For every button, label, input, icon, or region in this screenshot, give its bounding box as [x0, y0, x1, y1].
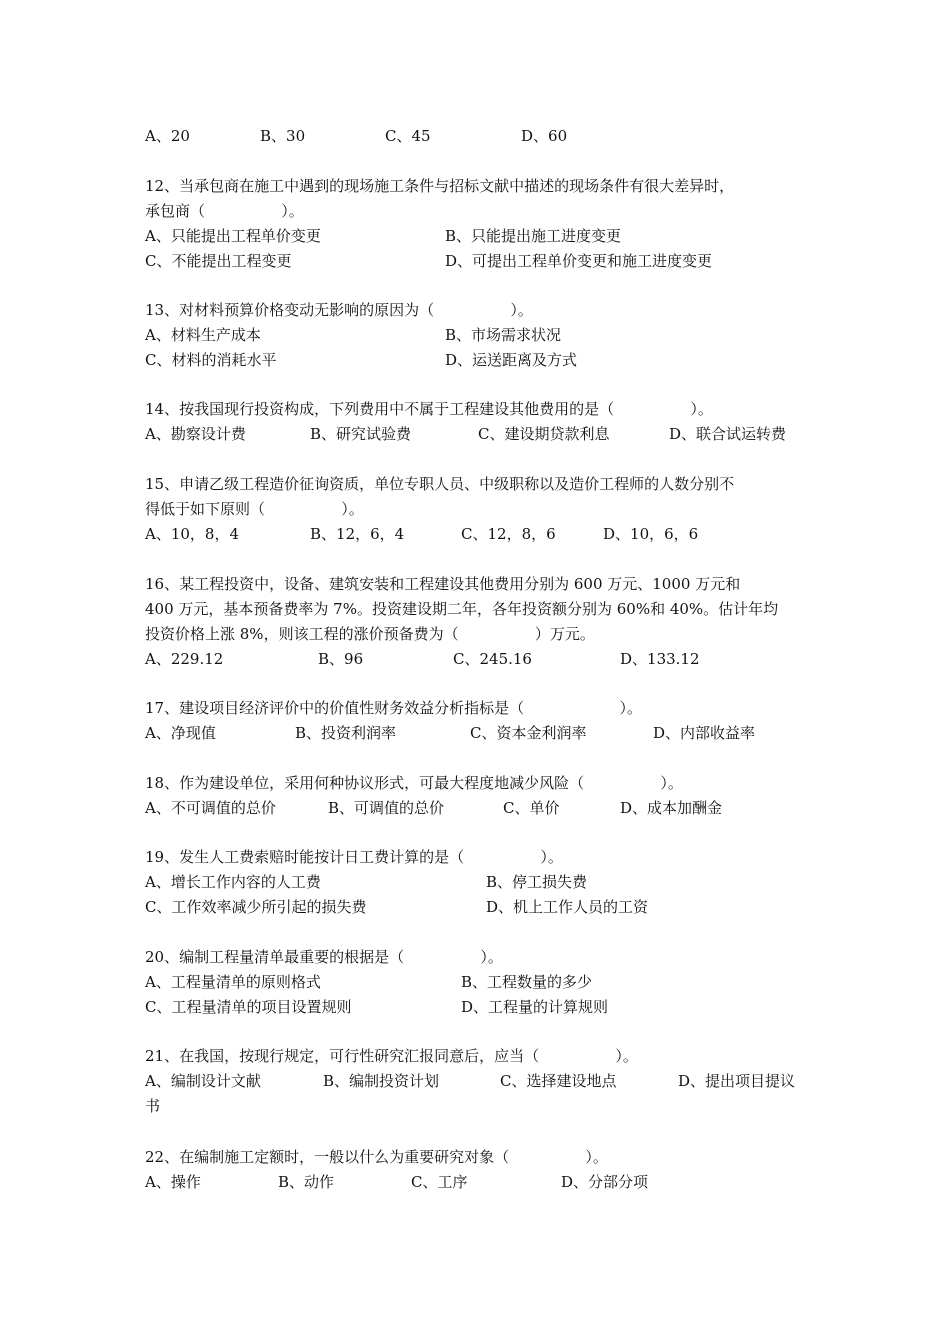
q18-option-b: B、可调值的总价	[328, 799, 445, 817]
q15-option-c: C、12，8，6	[461, 525, 556, 543]
q14-options	[145, 422, 825, 447]
q21-stem-line-1: 21、在我国，按现行规定，可行性研究汇报同意后，应当（ ）。	[145, 1047, 638, 1065]
q15-option-d: D、10，6，6	[603, 525, 699, 543]
q19-option-c: C、工作效率减少所引起的损失费	[145, 898, 367, 916]
q18-options	[145, 796, 825, 821]
q18-option-a: A、不可调值的总价	[145, 799, 276, 817]
q22-option-a: A、操作	[145, 1173, 201, 1191]
q13-stem-line-1: 13、对材料预算价格变动无影响的原因为（ ）。	[145, 301, 533, 319]
q20-option-c: C、工程量清单的项目设置规则	[145, 998, 352, 1016]
q14-option-c: C、建设期贷款利息	[478, 425, 610, 443]
q12-option-a: A、只能提出工程单价变更	[145, 227, 321, 245]
q16-options	[145, 647, 825, 672]
q17-option-c: C、资本金利润率	[470, 724, 587, 742]
q16-option-c: C、245.16	[453, 650, 532, 668]
q12-option-d: D、可提出工程单价变更和施工进度变更	[445, 252, 713, 270]
q13-option-a: A、材料生产成本	[145, 326, 261, 344]
q19-option-d: D、机上工作人员的工资	[486, 898, 649, 916]
q16-option-b: B、96	[318, 650, 364, 668]
q21-option-a: A、编制设计文献	[145, 1072, 261, 1090]
q14-stem-line-1: 14、按我国现行投资构成，下列费用中不属于工程建设其他费用的是（ ）。	[145, 400, 713, 418]
q11-options	[145, 124, 825, 149]
q13-options-row-1	[145, 323, 825, 348]
q12-option-b: B、只能提出施工进度变更	[445, 227, 622, 245]
q13-option-b: B、市场需求状况	[445, 326, 562, 344]
q16-option-d: D、133.12	[620, 650, 700, 668]
q12-option-c: C、不能提出工程变更	[145, 252, 292, 270]
q17-options	[145, 721, 825, 746]
q14-option-d: D、联合试运转费	[669, 425, 787, 443]
q19-options-row-1	[145, 870, 825, 895]
q13-options-row-2	[145, 348, 825, 373]
q17-option-a: A、净现值	[145, 724, 216, 742]
q16-stem-line-3: 投资价格上涨 8%，则该工程的涨价预备费为（ ）万元。	[145, 625, 595, 643]
q14-option-a: A、勘察设计费	[145, 425, 246, 443]
q22-stem-line-1: 22、在编制施工定额时，一般以什么为重要研究对象（ ）。	[145, 1148, 608, 1166]
q16-stem-line-2: 400 万元，基本预备费率为 7%。投资建设期二年，各年投资额分别为 60%和 40%。估计年均	[145, 600, 779, 618]
q12-options-row-2	[145, 249, 825, 274]
q15-option-b: B、12，6，4	[310, 525, 405, 543]
q13-option-d: D、运送距离及方式	[445, 351, 578, 369]
q20-stem-line-1: 20、编制工程量清单最重要的根据是（ ）。	[145, 948, 503, 966]
q22-option-c: C、工序	[411, 1173, 468, 1191]
q19-options-row-2	[145, 895, 825, 920]
q21-options	[145, 1069, 825, 1094]
q11-option-b: B、30	[260, 127, 306, 145]
q20-options-row-2	[145, 995, 825, 1020]
q18-stem-line-1: 18、作为建设单位，采用何种协议形式，可最大程度地减少风险（ ）。	[145, 774, 683, 792]
q15-stem-line-1: 15、申请乙级工程造价征询资质，单位专职人员、中级职称以及造价工程师的人数分别不	[145, 475, 735, 493]
q19-stem-line-1: 19、发生人工费索赔时能按计日工费计算的是（ ）。	[145, 848, 563, 866]
q22-options	[145, 1170, 825, 1195]
q15-option-a: A、10，8，4	[145, 525, 240, 543]
q17-stem-line-1: 17、建设项目经济评价中的价值性财务效益分析指标是（ ）。	[145, 699, 642, 717]
q20-option-a: A、工程量清单的原则格式	[145, 973, 321, 991]
q18-option-d: D、成本加酬金	[620, 799, 723, 817]
q19-option-a: A、增长工作内容的人工费	[145, 873, 321, 891]
q12-stem-line-1: 12、当承包商在施工中遇到的现场施工条件与招标文献中描述的现场条件有很大差异时，	[145, 177, 735, 195]
q12-stem-line-2: 承包商（ ）。	[145, 202, 304, 220]
q13-option-c: C、材料的消耗水平	[145, 351, 277, 369]
q21-option-b: B、编制投资计划	[323, 1072, 440, 1090]
q11-option-c: C、45	[385, 127, 431, 145]
q16-option-a: A、229.12	[145, 650, 224, 668]
q18-option-c: C、单价	[503, 799, 560, 817]
q22-option-b: B、动作	[278, 1173, 335, 1191]
q16-stem-line-1: 16、某工程投资中，设备、建筑安装和工程建设其他费用分别为 600 万元、1000 万元和	[145, 575, 741, 593]
q21-option-d-continuation: 书	[145, 1097, 161, 1115]
q20-options-row-1	[145, 970, 825, 995]
q20-option-b: B、工程数量的多少	[461, 973, 593, 991]
q21-option-d: D、提出项目提议	[678, 1072, 796, 1090]
q17-option-d: D、内部收益率	[653, 724, 756, 742]
q12-options-row-1	[145, 224, 825, 249]
q14-option-b: B、研究试验费	[310, 425, 412, 443]
q17-option-b: B、投资利润率	[295, 724, 397, 742]
q15-stem-line-2: 得低于如下原则（ ）。	[145, 500, 364, 518]
q20-option-d: D、工程量的计算规则	[461, 998, 609, 1016]
q21-option-c: C、选择建设地点	[500, 1072, 617, 1090]
q19-option-b: B、停工损失费	[486, 873, 588, 891]
q15-options	[145, 522, 825, 547]
q11-option-d: D、60	[521, 127, 568, 145]
q11-option-a: A、20	[145, 127, 190, 145]
q22-option-d: D、分部分项	[561, 1173, 649, 1191]
